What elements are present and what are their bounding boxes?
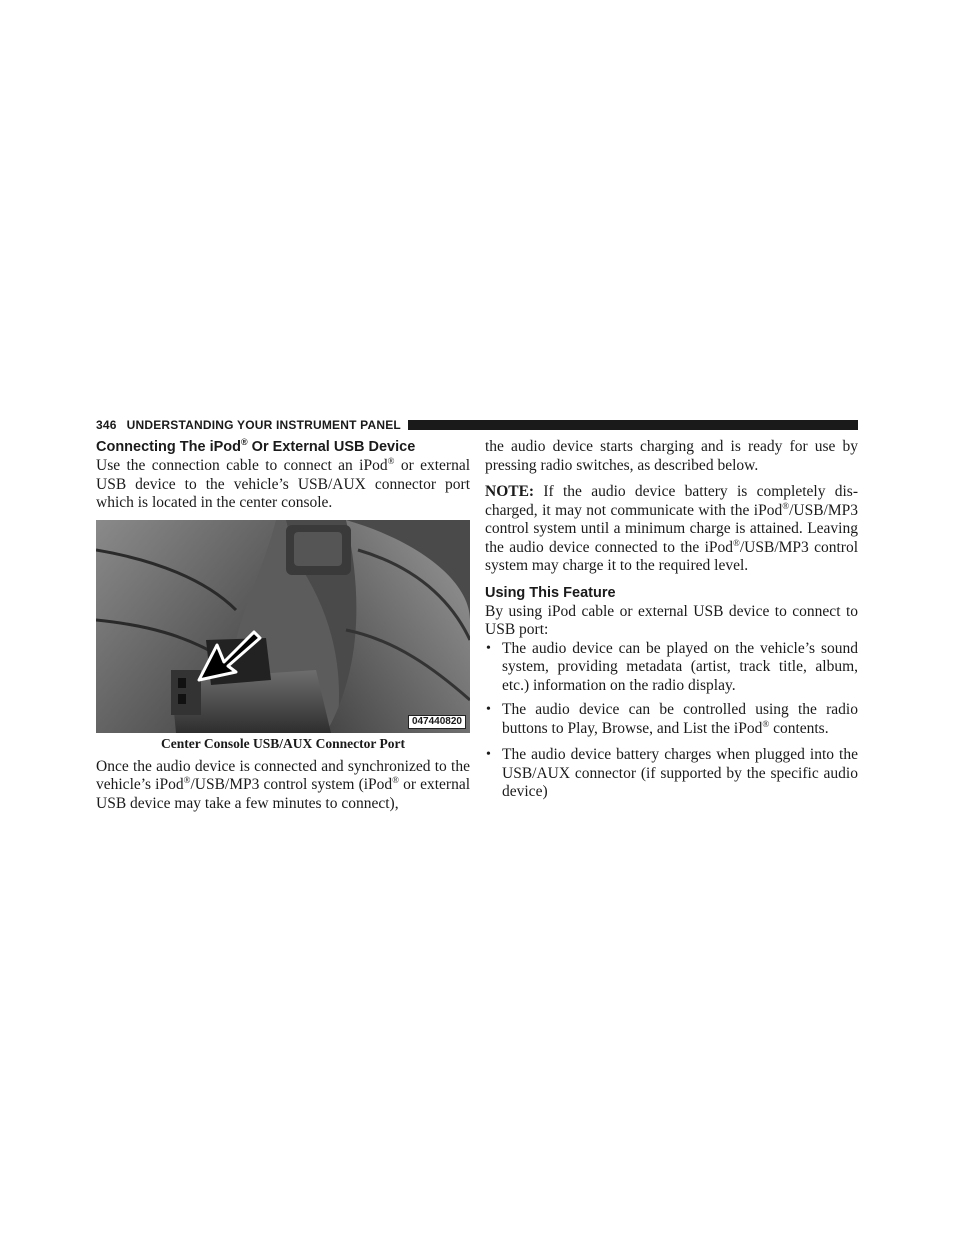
figure-code: 047440820	[408, 715, 466, 729]
section-heading-using: Using This Feature	[485, 584, 616, 601]
note-paragraph: NOTE: If the audio device battery is completely dis-charged, it may not communicate with the iPod®/USB/MP3 control system until a minimum charge is attained. Leaving the audio device connected to the iPod®/USB/MP3 control system may charge it to the required level.	[485, 483, 859, 574]
header-rule	[408, 420, 858, 430]
paragraph-usb-port: By using iPod cable or external USB device to connect to USB port:	[485, 602, 858, 638]
paragraph-synchronized: Once the audio device is connected and synchronized to the vehicle’s iPod®/USB/MP3 control system (iPod® or external USB device may take a few minutes to connect),	[96, 757, 471, 812]
list-item: • The audio device can be played on the vehicle’s sound system, providing metadata (artist, track title, album, etc.) information on the radio display.	[486, 639, 858, 694]
page-header	[96, 417, 858, 433]
section-title: UNDERSTANDING YOUR INSTRUMENT PANEL	[126, 418, 401, 432]
figure-caption: Center Console USB/AUX Connector Port	[161, 735, 405, 751]
list-item: • The audio device can be controlled using the radio buttons to Play, Browse, and List the iPod® contents.	[486, 701, 858, 737]
note-label: NOTE:	[485, 483, 535, 500]
console-photo-illustration	[96, 520, 470, 733]
page-number: 346	[96, 418, 117, 432]
section-heading-connecting: Connecting The iPod® Or External USB Device	[96, 437, 416, 455]
feature-list	[485, 640, 858, 802]
right-column	[485, 438, 858, 802]
list-item: • The audio device battery charges when plugged into the USB/AUX connector (if supported by the specific audio device)	[486, 746, 858, 800]
paragraph-charging: the audio device starts charging and is ready for use by pressing radio switches, as described below.	[485, 438, 858, 474]
paragraph-connection: Use the connection cable to connect an iPod® or external USB device to the vehicle’s USB/AUX connector port which is located in the center console.	[96, 455, 471, 511]
console-photo	[96, 520, 470, 733]
left-column	[96, 438, 470, 813]
